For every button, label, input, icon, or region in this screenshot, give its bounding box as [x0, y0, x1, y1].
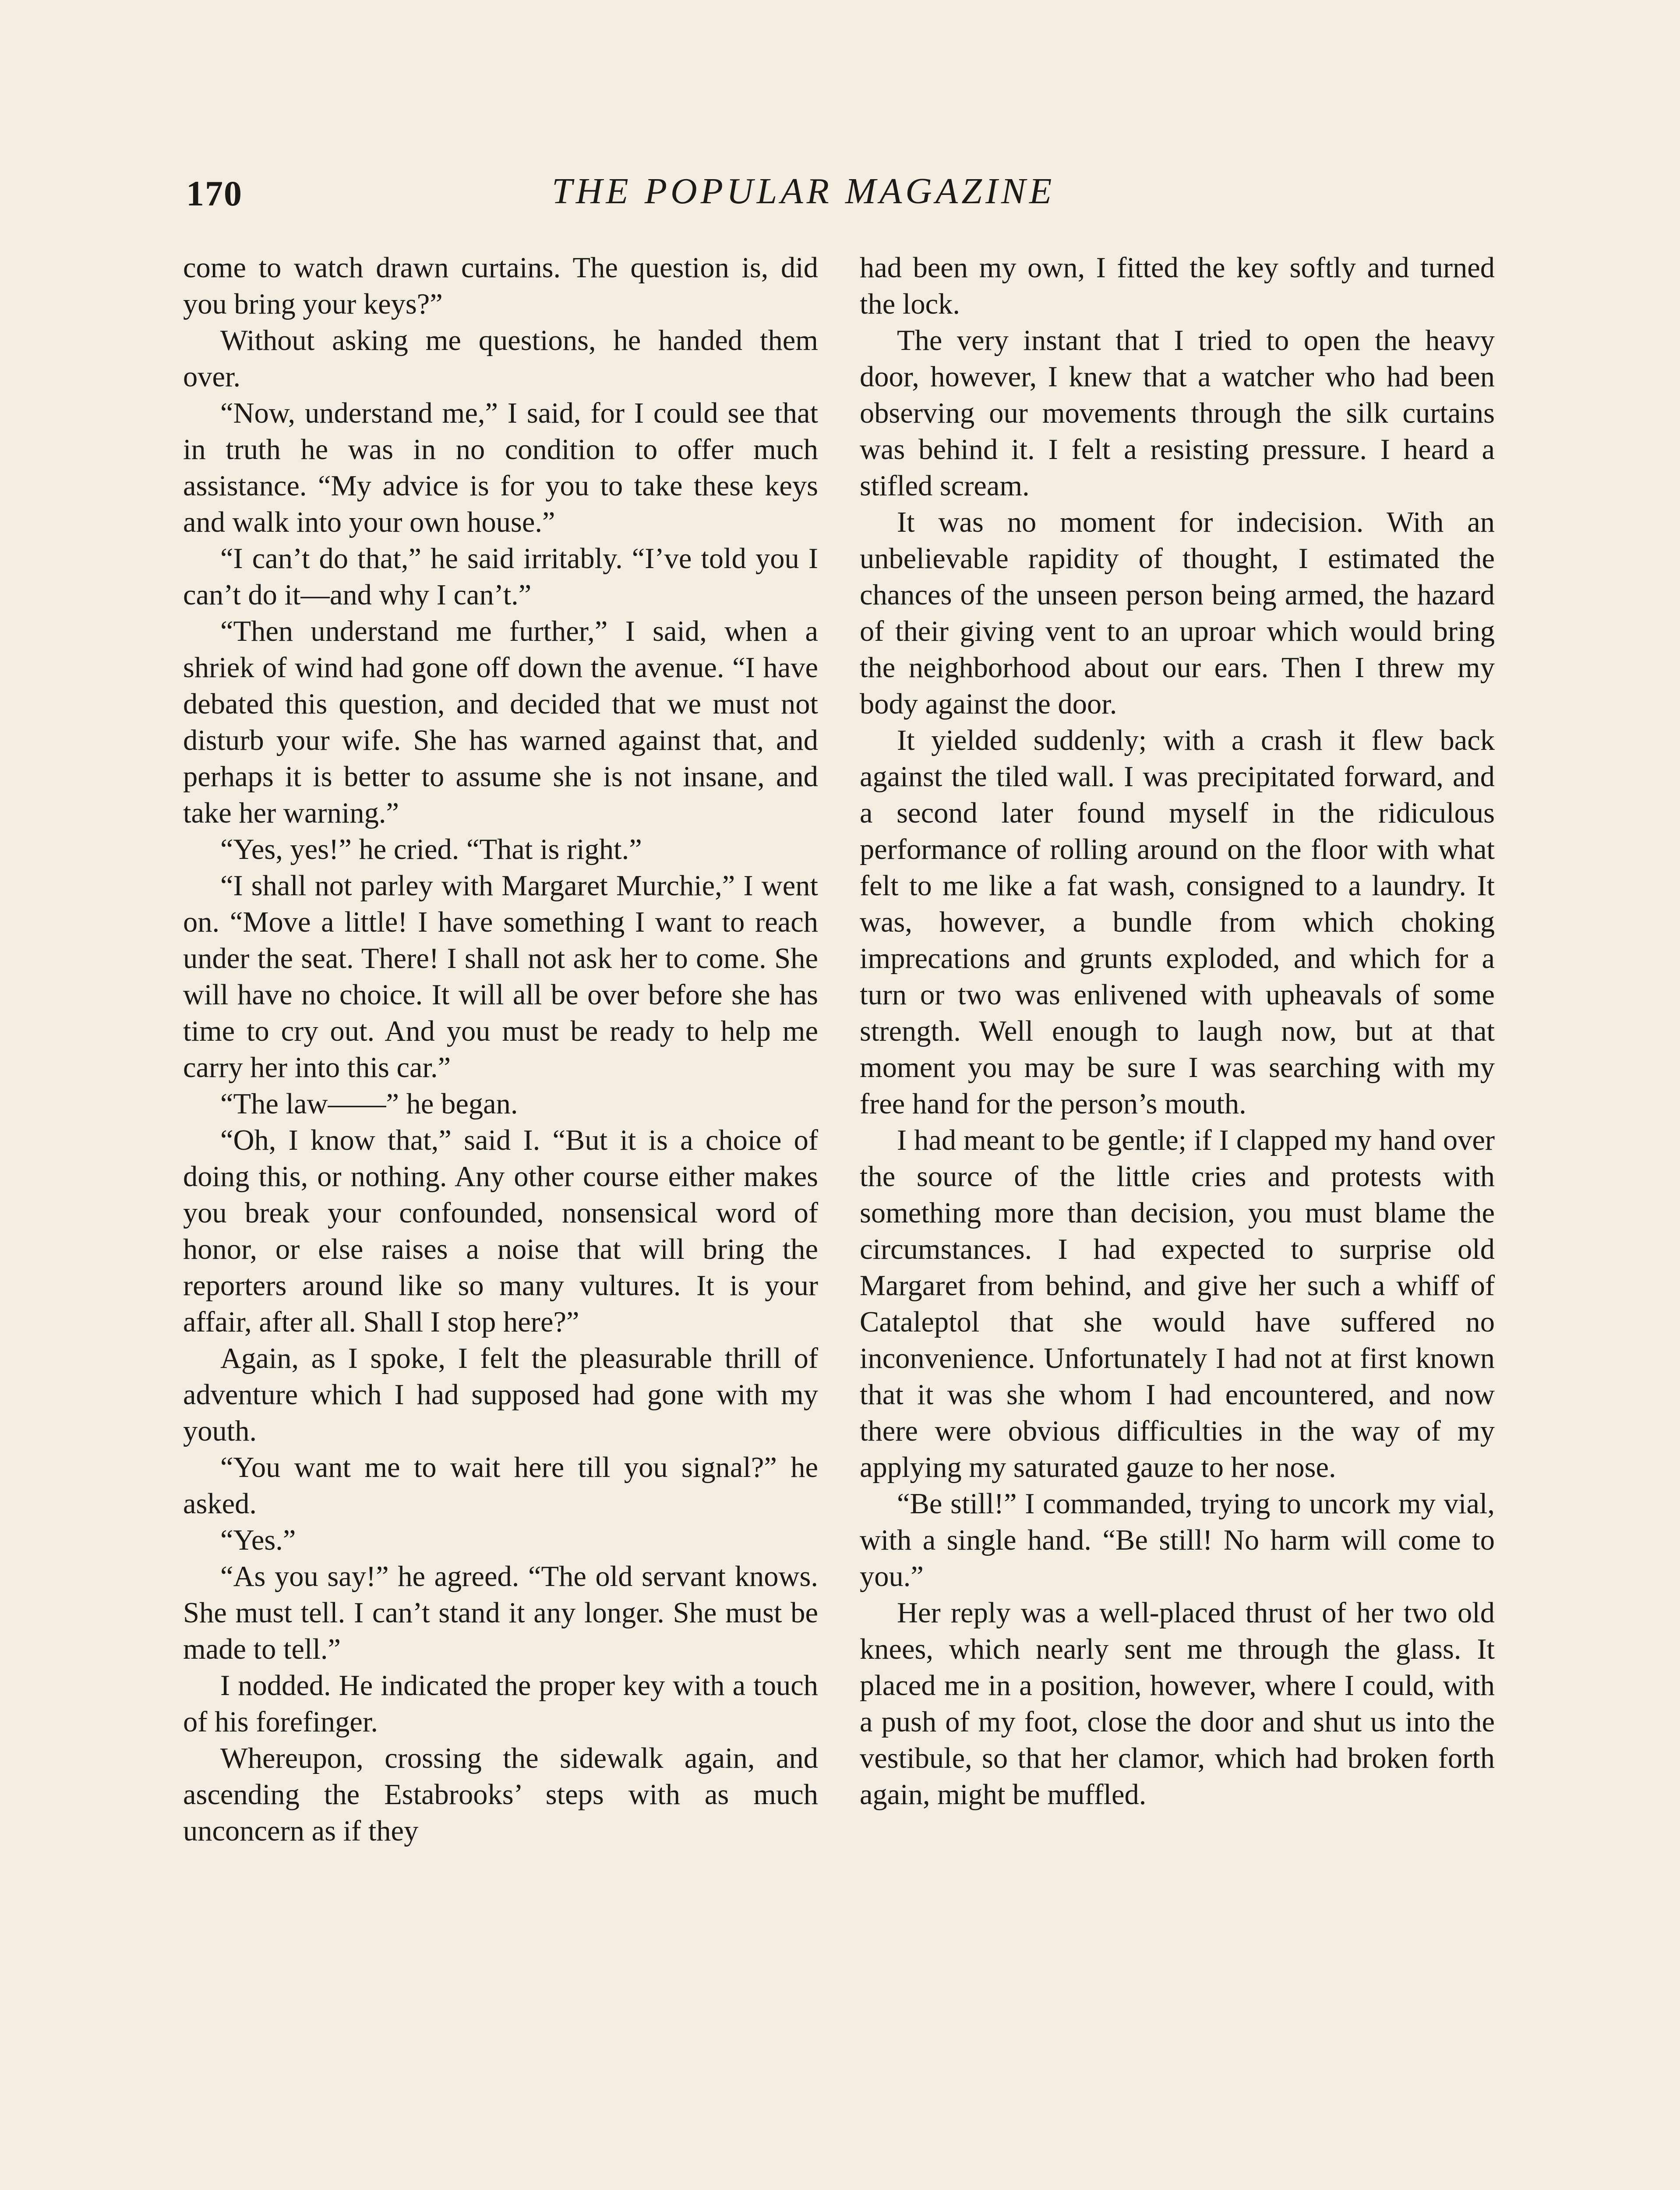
paragraph: “Oh, I know that,” said I. “But it is a choice of doing this, or nothing. Any other course either makes you break your confounded, nonsensical word of honor, or else raises a noise that will bring the reporters around like so many vultures. It is your affair, after all. Shall I stop here?” — [183, 1124, 818, 1338]
paragraph: “Yes, yes!” he cried. “That is right.” — [220, 834, 642, 865]
paragraph: “You want me to wait here till you signal?” he asked. — [183, 1452, 818, 1520]
paragraph: It yielded suddenly; with a crash it flew back against the tiled wall. I was precipitated forward, and a second later found myself in the ridiculous performance of rolling around on the floor with what felt to me like a fat wash, consigned to a laundry. It was, however, a bundle from which choking imprecations and grunts exploded, and which for a turn or two was enlivened with upheavals of some strength. Well enough to laugh now, but at that moment you may be sure I was searching with my free hand for the person’s mouth. — [860, 724, 1495, 1120]
right-column — [860, 250, 1495, 1813]
paragraph: “As you say!” he agreed. “The old servant knows. She must tell. I can’t stand it any longer. She must be made to tell.” — [183, 1561, 818, 1665]
paragraph: “I shall not parley with Margaret Murchie,” I went on. “Move a little! I have something I want to reach under the seat. There! I shall not ask her to come. She will have no choice. It will all be over before she has time to cry out. And you must be ready to help me carry her into this car.” — [183, 870, 818, 1084]
paragraph: Without asking me questions, he handed them over. — [183, 325, 818, 393]
left-column — [183, 250, 818, 1849]
paragraph: Her reply was a well-placed thrust of her two old knees, which nearly sent me through the glass. It placed me in a position, however, where I could, with a push of my foot, close the door and shut us into the vestibule, so that her clamor, which had broken forth again, might be muffled. — [860, 1597, 1495, 1811]
paragraph: “Be still!” I commanded, trying to uncork my vial, with a single hand. “Be still! No harm will come to you.” — [860, 1488, 1495, 1593]
paragraph: The very instant that I tried to open the heavy door, however, I knew that a watcher who had been observing our movements through the silk curtains was behind it. I felt a resisting pressure. I heard a stifled scream. — [860, 325, 1495, 502]
paragraph: I nodded. He indicated the proper key with a touch of his forefinger. — [183, 1670, 818, 1738]
paragraph: come to watch drawn curtains. The question is, did you bring your keys?” — [183, 252, 818, 320]
page-number: 170 — [186, 173, 243, 213]
paragraph: Again, as I spoke, I felt the pleasurable thrill of adventure which I had supposed had gone with my youth. — [183, 1342, 818, 1447]
paragraph: Whereupon, crossing the sidewalk again, and ascending the Estabrooks’ steps with as much unconcern as if they — [183, 1742, 818, 1847]
paragraph: had been my own, I fitted the key softly and turned the lock. — [860, 252, 1495, 320]
paragraph: “I can’t do that,” he said irritably. “I’ve told you I can’t do it—and why I can’t.” — [183, 543, 818, 611]
paragraph: It was no moment for indecision. With an unbelievable rapidity of thought, I estimated the chances of the unseen person being armed, the hazard of their giving vent to an uproar which would bring the neighborhood about our ears. Then I threw my body against the door. — [860, 506, 1495, 720]
running-head-title: THE POPULAR MAGAZINE — [552, 171, 1055, 212]
paragraph: “The law——” he began. — [220, 1088, 518, 1120]
paragraph: I had meant to be gentle; if I clapped my hand over the source of the little cries and protests with something more than decision, you must blame the circumstances. I had expected to surprise old Margaret from behind, and give her such a whiff of Cataleptol that she would have suffered no inconvenience. Unfortunately I had not at first known that it was she whom I had encountered, and now there were obvious difficulties in the way of my applying my saturated gauze to her nose. — [860, 1124, 1495, 1484]
paragraph: “Now, understand me,” I said, for I could see that in truth he was in no condition to offer much assistance. “My advice is for you to take these keys and walk into your own house.” — [183, 397, 818, 538]
paragraph: “Then understand me further,” I said, when a shriek of wind had gone off down the avenue. “I have debated this question, and decided that we must not disturb your wife. She has warned against that, and perhaps it is better to assume she is not insane, and take her warning.” — [183, 615, 818, 829]
paragraph: “Yes.” — [220, 1524, 296, 1556]
